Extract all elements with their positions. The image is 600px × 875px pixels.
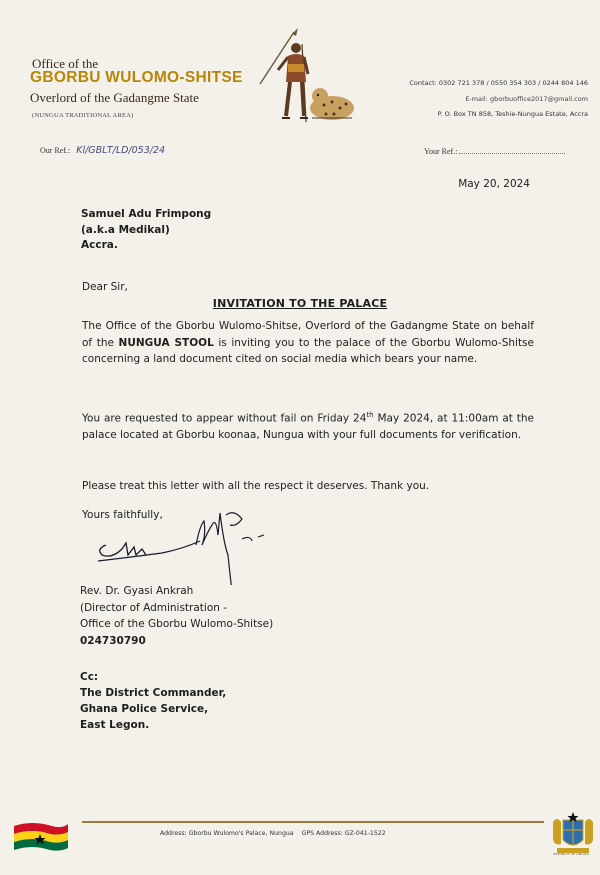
cc-line-1: The District Commander, bbox=[80, 687, 227, 699]
contact-phones: Contact: 0302 721 378 / 0550 354 303 / 0244 804 146 bbox=[409, 79, 588, 87]
signatory-block bbox=[80, 583, 273, 649]
footer-divider bbox=[82, 821, 544, 823]
p2-ordinal: th bbox=[366, 411, 374, 419]
signatory-title: (Director of Administration - bbox=[80, 601, 228, 614]
p2-text-a: You are requested to appear without fail on Friday 24 bbox=[82, 412, 367, 425]
coat-of-arms-caption: REPUBLIC OF GHANA bbox=[553, 852, 589, 856]
cc-label: Cc: bbox=[80, 671, 99, 683]
letter-date: May 20, 2024 bbox=[458, 178, 530, 190]
body-paragraph-3: Please treat this letter with all the respect it deserves. Thank you. bbox=[82, 480, 430, 492]
contact-email: E-mail: gborbuoffice2017@gmail.com bbox=[465, 94, 588, 103]
your-ref-blank bbox=[459, 153, 565, 154]
footer-address bbox=[160, 830, 386, 837]
body-paragraph-2 bbox=[82, 407, 534, 444]
your-ref bbox=[424, 147, 565, 156]
p1-bold-stool: NUNGUA STOOL bbox=[118, 336, 214, 349]
our-ref-value: Kl/GBLT/LD/053/24 bbox=[76, 145, 166, 156]
signatory-name: Rev. Dr. Gyasi Ankrah bbox=[80, 585, 194, 597]
contact-po-box: P. O. Box TN 858, Teshie-Nungua Estate, Accra bbox=[437, 110, 588, 118]
traditional-area: (NUNGUA TRADITIONAL AREA) bbox=[32, 112, 134, 119]
addressee-name: Samuel Adu Frimpong bbox=[81, 208, 212, 220]
handwritten-signature bbox=[92, 505, 282, 585]
p1-text-b: is inviting you to the palace of the Gborbu Wulomo-Shitse concerning a land document cited on social media which bears your name. bbox=[82, 336, 534, 365]
p2-text-b: May 2024, at 11:00am at the palace located at Gborbu koonaa, Nungua with your full documents for verification. bbox=[82, 412, 534, 441]
our-ref-label: Our Ref.: bbox=[40, 146, 71, 155]
signatory-phone: 024730790 bbox=[80, 634, 146, 647]
salutation: Dear Sir, bbox=[82, 281, 128, 293]
office-name: GBORBU WULOMO-SHITSE bbox=[30, 69, 243, 86]
contact-block bbox=[409, 76, 588, 123]
cc-line-2: Ghana Police Service, bbox=[80, 703, 209, 715]
your-ref-label: Your Ref.: bbox=[424, 147, 458, 156]
ghana-flag-ribbon-icon bbox=[12, 820, 70, 854]
addressee-city: Accra. bbox=[81, 239, 118, 251]
signatory-office: Office of the Gborbu Wulomo-Shitse) bbox=[80, 618, 274, 630]
office-overlord-title: Overlord of the Gadangme State bbox=[30, 90, 199, 105]
footer-address-text: Address: Gborbu Wulomo's Palace, Nungua bbox=[160, 830, 294, 837]
closing: Yours faithfully, bbox=[82, 509, 163, 521]
addressee-aka: (a.k.a Medikal) bbox=[81, 223, 170, 236]
footer-gps: GPS Address: GZ-041-1522 bbox=[301, 830, 386, 837]
our-ref bbox=[40, 145, 165, 156]
addressee-block bbox=[81, 207, 211, 254]
p1-text-a: The Office of the Gborbu Wulomo-Shitse, Overlord of the Gadangme State on behalf of the bbox=[82, 320, 534, 349]
office-of-label: Office of the bbox=[32, 56, 99, 71]
cc-block bbox=[80, 669, 226, 733]
subject-heading: INVITATION TO THE PALACE bbox=[212, 297, 388, 310]
warrior-with-leopard-emblem-icon bbox=[248, 26, 358, 128]
body-paragraph-1 bbox=[82, 318, 534, 368]
cc-line-3: East Legon. bbox=[80, 719, 150, 731]
